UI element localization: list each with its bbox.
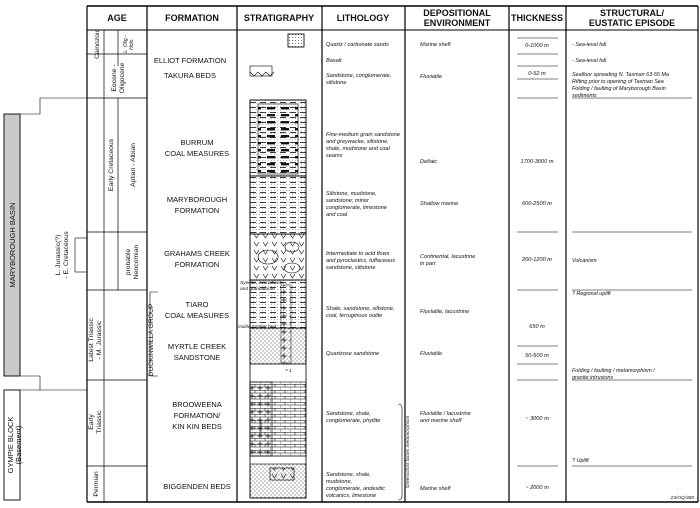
- age-latest-triassic-2: - M. Jurassic: [96, 320, 103, 360]
- age-early-cretaceous: Early Cretaceous: [108, 138, 115, 192]
- thickness-myrtle: 50-500 m: [525, 353, 549, 359]
- episode-seafloor-2: Rifting prior to opening of Tasman Sea: [572, 79, 664, 85]
- figure-code: 23/OQ/380: [670, 496, 694, 501]
- lithology-burrum-4: seams: [326, 153, 343, 159]
- formation-burrum-1: BURRUM: [180, 138, 214, 147]
- lithology-biggenden-3: conglomerate, andesitic: [326, 486, 386, 492]
- formation-burrum-2: COAL MEASURES: [164, 149, 230, 158]
- formation-myrtle-2: SANDSTONE: [173, 353, 221, 362]
- lithology-burrum-3: shale, mudstone and coal: [326, 146, 390, 152]
- group-label-duckinwilla: DUCKINWILLA GROUP: [148, 303, 155, 377]
- lithology-grahams-1: Intermediate to acid flows: [326, 251, 390, 257]
- formation-tiaro-2: COAL MEASURES: [164, 311, 230, 320]
- greenschist-bracket: [398, 404, 402, 500]
- gympie-block-sublabel: (Basement): [14, 425, 23, 465]
- formation-maryborough-1: MARYBOROUGH: [166, 195, 228, 204]
- lithology-maryborough-3: conglomerate, limestone: [326, 205, 387, 211]
- header-environment-1: DEPOSITIONAL: [423, 8, 491, 18]
- gympie-block-label: GYMPIE BLOCK: [6, 416, 15, 474]
- episode-column: [572, 42, 669, 464]
- environment-continental-2: in part: [420, 261, 436, 267]
- thickness-biggenden: ~ 2000 m: [525, 485, 549, 491]
- header-environment-2: ENVIRONMENT: [423, 18, 491, 28]
- episode-uplift: ? Uplift: [572, 458, 589, 464]
- episode-folding-1: Folding / faulting / metamorphism /: [572, 368, 655, 374]
- formation-myrtle-1: MYRTLE CREEK: [167, 342, 227, 351]
- strat-note-question: ? 1: [285, 369, 292, 374]
- age-aptian-albian: Aptian - Albian: [130, 143, 137, 187]
- maryborough-basin-label: MARYBOROUGH BASIN: [8, 202, 17, 288]
- thickness-values: [521, 43, 554, 491]
- formation-takura: TAKURA BEDS: [164, 71, 216, 80]
- episode-sea-level-fall-2: - Sea-level fall: [572, 58, 607, 64]
- formation-tiaro-1: TIARO: [185, 300, 209, 309]
- environment-fluviatile-top: Fluviatile: [420, 74, 443, 80]
- environment-marine-shelf: Marine shelf: [420, 42, 451, 48]
- environment-fluviatile-myrtle: Fluviatile: [420, 351, 443, 357]
- age-jurassic-cretaceous-2: - E. Cretaceous: [63, 231, 70, 279]
- header-stratigraphy: STRATIGRAPHY: [243, 13, 315, 23]
- lithology-brooweena-2: conglomerate, phyllite: [326, 418, 381, 424]
- formation-maryborough-2: FORMATION: [174, 206, 220, 215]
- jurassic-cretaceous-marker: [55, 231, 87, 279]
- thickness-tiaro: 650 m: [529, 324, 545, 330]
- strat-note-granite: Granite: [259, 420, 264, 436]
- age-oligocene-holocene-2: Holo.: [129, 38, 135, 50]
- lithology-brooweena-1: Sandstone, shale,: [326, 411, 371, 417]
- lithology-biggenden-1: Sandstone, shale,: [326, 472, 371, 478]
- episode-regional-uplift: ? Regional uplift: [572, 291, 611, 297]
- age-early-triassic-2: Triassic: [96, 410, 103, 434]
- thickness-column: [517, 38, 558, 466]
- header-formation: FORMATION: [165, 13, 219, 23]
- episode-seafloor-1: Seafloor spreading N. Tasman 63-55 Ma: [572, 72, 669, 78]
- lithology-column: [326, 42, 400, 499]
- lithology-takura-1: Sandstone, conglomerate,: [326, 73, 392, 79]
- formation-biggenden: BIGGENDEN BEDS: [163, 482, 231, 491]
- age-probable-2: Neocomian: [133, 244, 140, 280]
- episode-volcanism: Volcanism: [572, 258, 597, 264]
- formation-grahams-2: FORMATION: [174, 260, 220, 269]
- strat-note-oolite: Oolite marker bed: [238, 325, 277, 330]
- age-cainozoic: Cainozoic: [94, 29, 101, 59]
- thickness-brooweena: ~ 3000 m: [525, 416, 549, 422]
- lithology-tiaro-2: coal, ferruginous oolite: [326, 313, 383, 319]
- formation-brooweena-2: FORMATION/: [173, 411, 221, 420]
- strat-note-syenite-1: Syenite, microdiorite: [240, 281, 284, 286]
- lithology-myrtle: Quartzose sandstone: [326, 351, 380, 357]
- thickness-elliot: 0-1000 m: [525, 43, 549, 49]
- lithology-basalt: Basalt: [326, 58, 342, 64]
- thickness-takura: 0-52 m: [528, 71, 546, 77]
- header-row: [107, 8, 675, 28]
- lithology-biggenden-2: mudstone,: [326, 479, 353, 485]
- lithology-tiaro-1: Shale, sandstone, siltstone,: [326, 306, 395, 312]
- environment-column: [420, 42, 475, 492]
- thickness-maryborough: 600-2500 m: [522, 201, 552, 207]
- lithology-takura-2: siltstone: [326, 80, 347, 86]
- lithology-elliot: Quartz / carbonate sands: [326, 42, 389, 48]
- environment-shallow-marine: Shallow marine: [420, 201, 459, 207]
- formation-brooweena-3: KIN KIN BEDS: [172, 422, 222, 431]
- header-lithology: LITHOLOGY: [336, 13, 390, 23]
- thickness-grahams: 200-1200 m: [522, 257, 552, 263]
- age-eocene-oligocene-2: Oligocene: [119, 62, 126, 94]
- episode-sea-level-fall-1: - Sea-level fall: [572, 42, 607, 48]
- age-eocene-oligocene-1: Eocene -: [111, 64, 118, 92]
- age-permian: Permian: [93, 471, 100, 497]
- environment-fluvial-lacustrine: Fluviatile, lacustrine: [420, 309, 470, 315]
- age-jurassic-cretaceous-1: L. Jurassic(?): [55, 234, 62, 276]
- greenschist-label: Greenschist facies metamorphism: [406, 415, 411, 489]
- environment-biggenden: Marine shelf: [420, 486, 451, 492]
- header-thickness: THICKNESS: [510, 13, 564, 23]
- strat-note-syenite-2: and granodiorite: [240, 287, 275, 292]
- age-oligocene-holocene-1: L. Olig.-: [123, 35, 129, 53]
- formation-grahams-1: GRAHAMS CREEK: [164, 249, 230, 258]
- lithology-maryborough-4: and coal: [326, 212, 348, 218]
- header-age: AGE: [107, 13, 127, 23]
- basin-boxes: [4, 98, 87, 500]
- lithology-biggenden-4: volcanics, limestone: [326, 493, 377, 499]
- header-episode-2: EUSTATIC EPISODE: [588, 18, 676, 28]
- age-early-triassic-1: Early: [88, 414, 95, 430]
- formation-column: [154, 56, 231, 491]
- lithology-maryborough-2: sandstone; minor: [326, 198, 369, 204]
- lithology-burrum-1: Fine-medium grain sandstone: [326, 132, 400, 138]
- environment-brooweena-2: and marine shelf: [420, 418, 462, 424]
- thickness-burrum: 1700-3000 m: [520, 159, 554, 165]
- episode-dividers: [572, 98, 692, 466]
- formation-brooweena-1: BROOWEENA: [172, 400, 222, 409]
- header-episode-1: STRUCTURAL/: [600, 8, 664, 18]
- lithology-maryborough-1: Siltstone, mudstone,: [326, 191, 377, 197]
- lithology-grahams-3: sandstone, siltstone: [326, 265, 376, 271]
- episode-seafloor-4: sediments: [572, 93, 597, 99]
- lithology-grahams-2: and pyroclastics, tuffaceous: [326, 258, 396, 264]
- episode-seafloor-3: Folding / faulting of Maryborough Basin: [572, 86, 666, 92]
- lithology-burrum-2: and greywacke, siltstone,: [326, 139, 389, 145]
- environment-deltaic: Deltaic: [420, 159, 438, 165]
- formation-elliot: ELLIOT FORMATION: [153, 56, 227, 65]
- episode-folding-2: granite intrusions: [572, 375, 614, 381]
- environment-continental-1: Continental, lacustrine: [420, 254, 476, 260]
- age-latest-triassic-1: Latest Triassic: [88, 318, 95, 362]
- age-probable-1: probable: [125, 248, 132, 276]
- environment-brooweena-1: Fluviatile / lacustrine: [420, 411, 471, 417]
